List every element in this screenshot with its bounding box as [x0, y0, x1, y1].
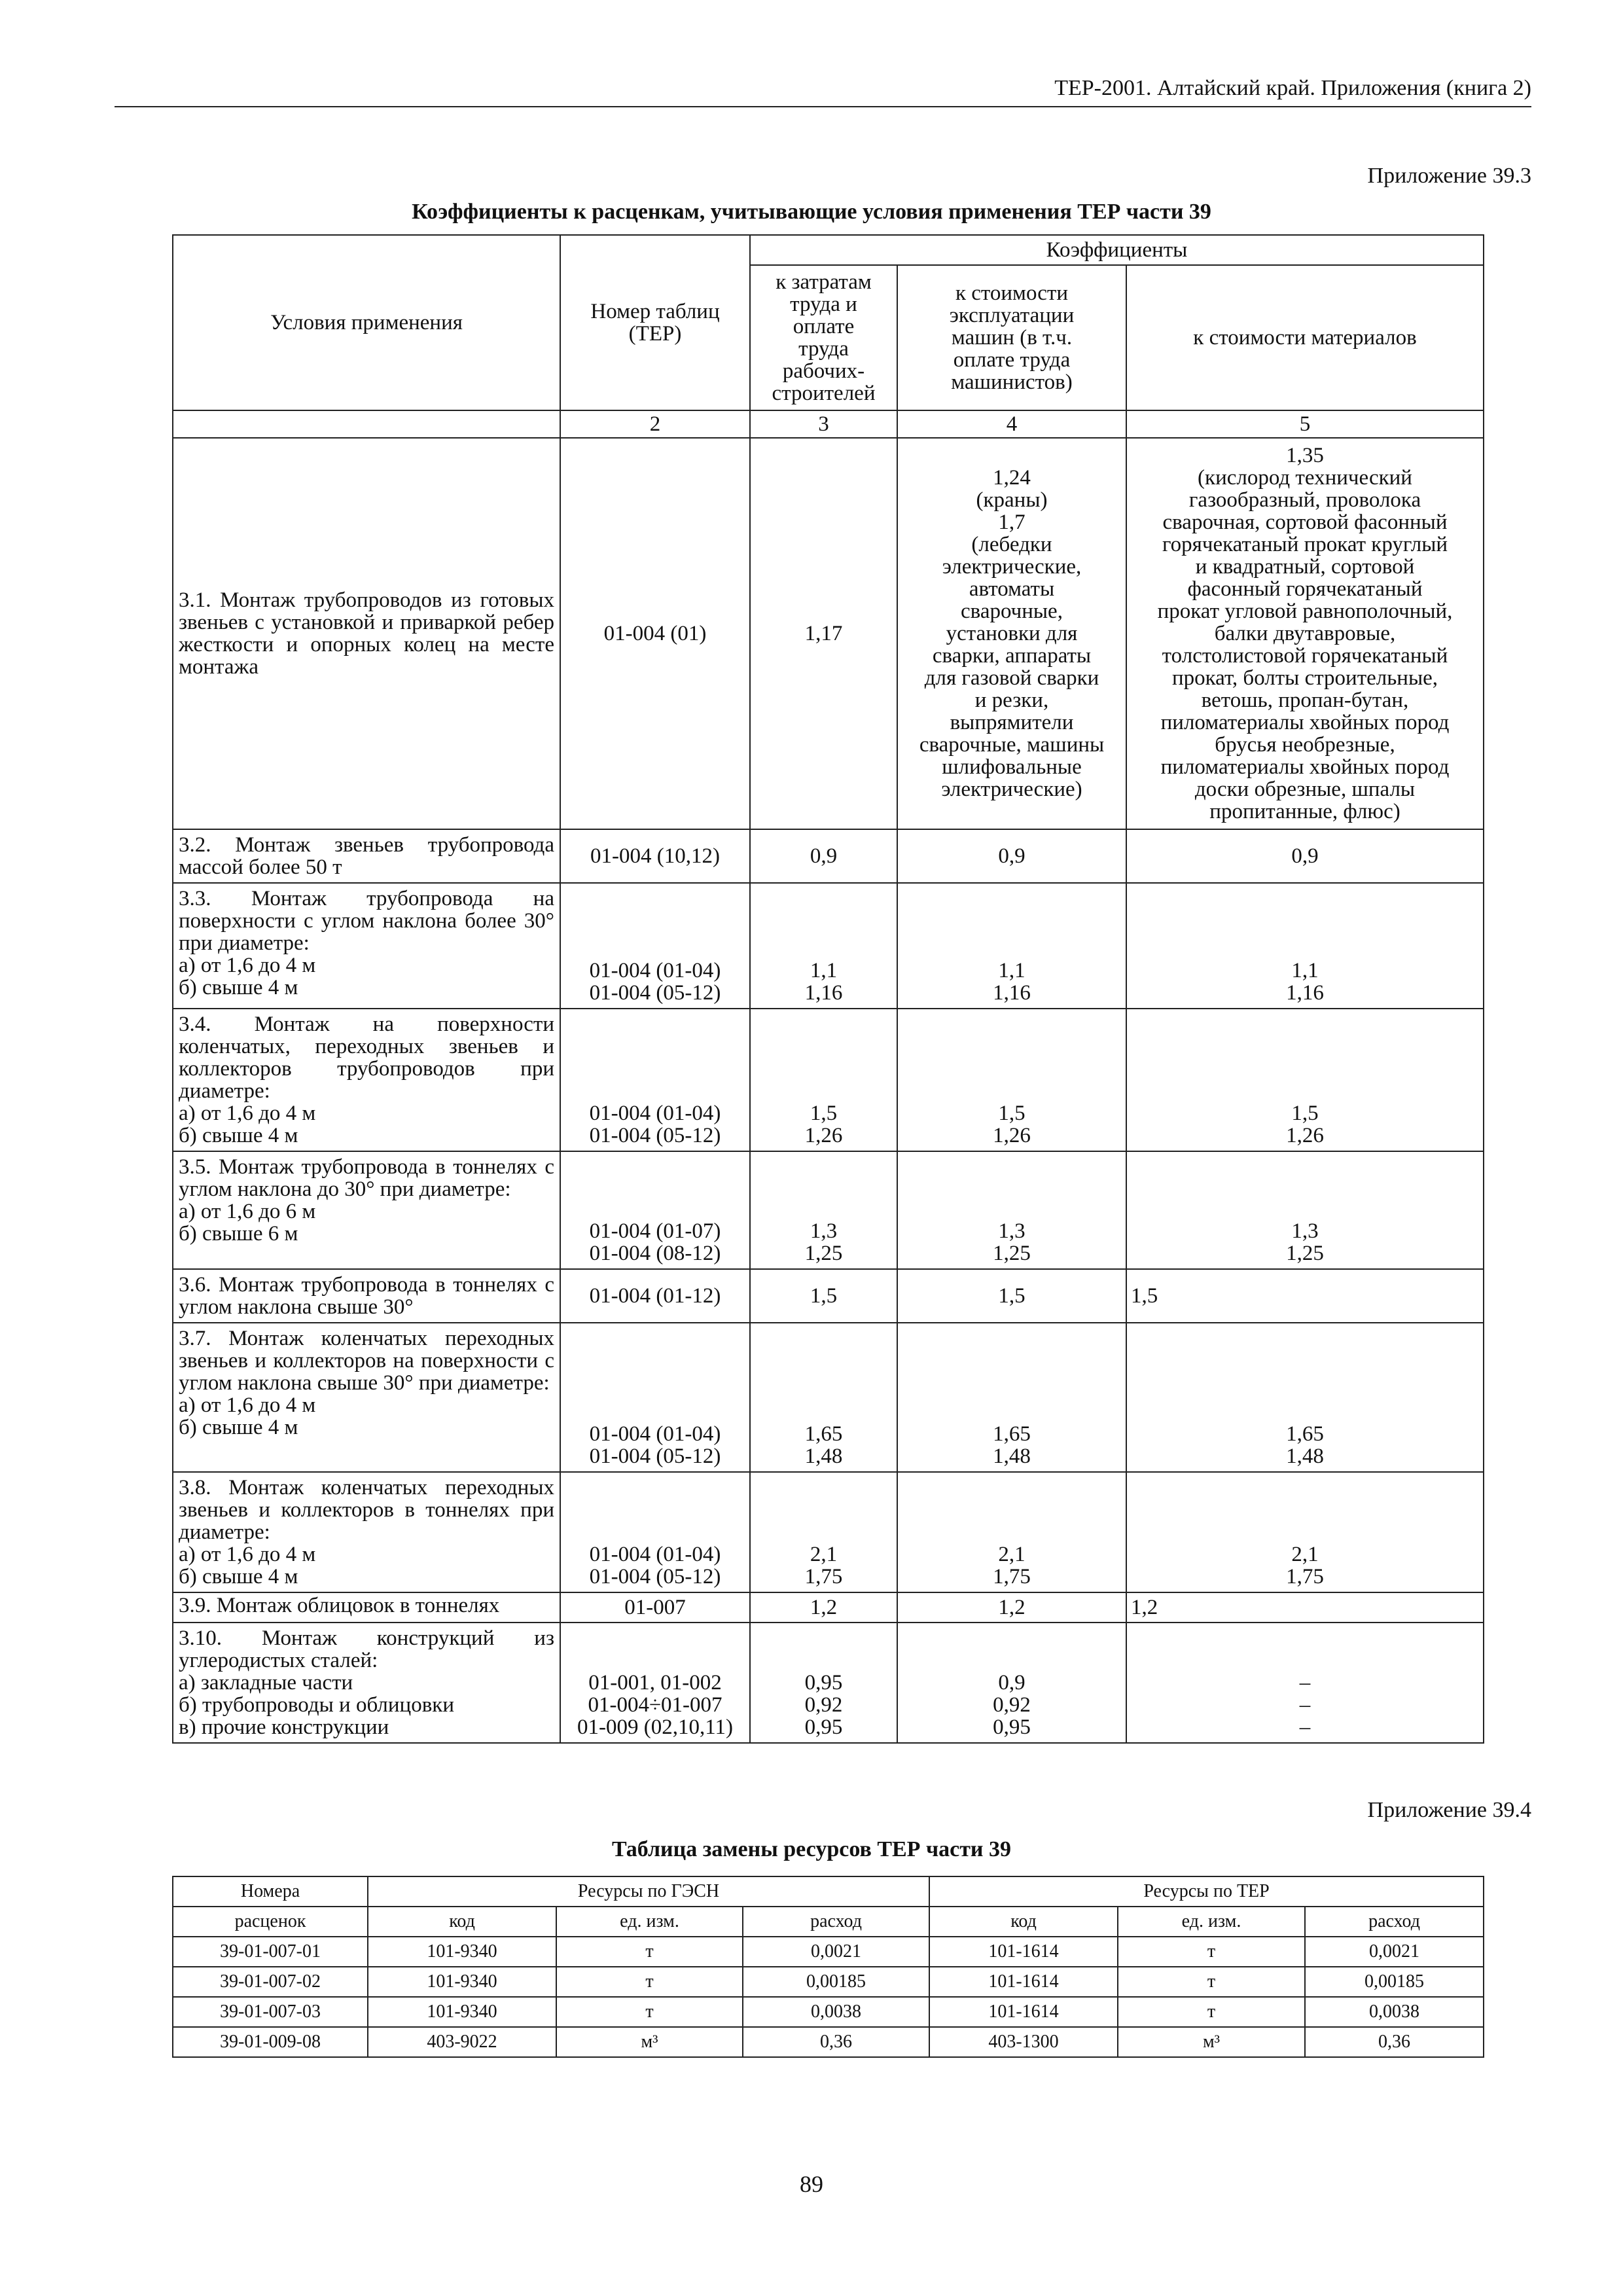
labor-coef-cell: 1,17 [750, 438, 897, 829]
gesn-unit-cell: м³ [556, 2027, 743, 2057]
col-rate-header: расход [743, 1907, 929, 1937]
col-code-header: код [929, 1907, 1118, 1937]
condition-cell: 3.8. Монтаж коленчатых переходных звеньев и коллекторов в тоннелях при диаметре: а) от 1,6 до 4 м б) свыше 4 м [173, 1472, 560, 1592]
condition-cell: 3.7. Монтаж коленчатых переходных звеньев и коллекторов на поверхности с углом наклона свыше 30° при диаметре: а) от 1,6 до 4 м б) свыше 4 м [173, 1323, 560, 1472]
machines-coef-cell: 1,5 1,26 [897, 1009, 1126, 1151]
table-row [173, 438, 1484, 829]
col-machines-header: к стоимости эксплуатации машин (в т.ч. оплате труда машинистов) [897, 265, 1126, 410]
col-num [173, 410, 560, 438]
col-rate-header: расход [1305, 1907, 1484, 1937]
table-row [173, 1269, 1484, 1323]
gesn-code-cell: 403-9022 [368, 2027, 556, 2057]
ter-rate-cell: 0,00185 [1305, 1967, 1484, 1997]
condition-cell: 3.3. Монтаж трубопровода на поверхности с углом наклона более 30° при диаметре: а) от 1,6 до 4 м б) свыше 4 м [173, 883, 560, 1009]
table-no-cell: 01-004 (01) [560, 438, 750, 829]
materials-coef-cell: 2,1 1,75 [1126, 1472, 1484, 1592]
col-unit-header: ед. изм. [1118, 1907, 1305, 1937]
gesn-unit-cell: т [556, 1967, 743, 1997]
condition-cell: 3.4. Монтаж на поверхности коленчатых, переходных звеньев и коллекторов трубопроводов при диаметре: а) от 1,6 до 4 м б) свыше 4 м [173, 1009, 560, 1151]
machines-coef-cell: 2,1 1,75 [897, 1472, 1126, 1592]
table-row [173, 829, 1484, 883]
ter-unit-cell: т [1118, 1997, 1305, 2027]
col-coefficients-header: Коэффициенты [750, 235, 1484, 265]
materials-coef-cell: 0,9 [1126, 829, 1484, 883]
rate-number-cell: 39-01-007-01 [173, 1937, 368, 1967]
appendix-39-4-label: Приложение 39.4 [1367, 1798, 1531, 1822]
resource-replacement-table [172, 1876, 1484, 2058]
ter-unit-cell: м³ [1118, 2027, 1305, 2057]
col-unit-header: ед. изм. [556, 1907, 743, 1937]
materials-coef-cell: 1,2 [1126, 1592, 1484, 1623]
condition-cell: 3.10. Монтаж конструкций из углеродистых сталей: а) закладные части б) трубопроводы и облицовки в) прочие конструкции [173, 1623, 560, 1743]
table-no-cell: 01-004 (01-07) 01-004 (08-12) [560, 1151, 750, 1269]
column-numbers-row [173, 410, 1484, 438]
ter-code-cell: 403-1300 [929, 2027, 1118, 2057]
coefficients-table [172, 234, 1484, 1744]
table-no-cell: 01-004 (01-04) 01-004 (05-12) [560, 1472, 750, 1592]
col-table-no-header: Номер таблиц (ТЕР) [560, 235, 750, 410]
header-text: ТЕР-2001. Алтайский край. Приложения (книга 2) [1054, 76, 1531, 100]
ter-rate-cell: 0,0021 [1305, 1937, 1484, 1967]
gesn-rate-cell: 0,00185 [743, 1967, 929, 1997]
table-no-cell: 01-001, 01-002 01-004÷01-007 01-009 (02,10,11) [560, 1623, 750, 1743]
labor-coef-cell: 0,95 0,92 0,95 [750, 1623, 897, 1743]
table-row [173, 1151, 1484, 1269]
table-row [173, 1592, 1484, 1623]
col-gesn-header: Ресурсы по ГЭСН [368, 1876, 929, 1907]
gesn-rate-cell: 0,36 [743, 2027, 929, 2057]
table-row [173, 1623, 1484, 1743]
ter-code-cell: 101-1614 [929, 1997, 1118, 2027]
labor-coef-cell: 1,2 [750, 1592, 897, 1623]
running-header [115, 73, 1531, 107]
table-row [173, 1472, 1484, 1592]
materials-coef-cell: 1,5 1,26 [1126, 1009, 1484, 1151]
ter-rate-cell: 0,36 [1305, 2027, 1484, 2057]
condition-cell: 3.1. Монтаж трубопроводов из готовых звеньев с установкой и приваркой ребер жесткости и опорных колец на месте монтажа [173, 438, 560, 829]
gesn-rate-cell: 0,0038 [743, 1997, 929, 2027]
materials-coef-cell: 1,3 1,25 [1126, 1151, 1484, 1269]
table-no-cell: 01-007 [560, 1592, 750, 1623]
table-row [173, 2027, 1484, 2057]
machines-coef-cell: 1,65 1,48 [897, 1323, 1126, 1472]
materials-coef-cell: 1,65 1,48 [1126, 1323, 1484, 1472]
labor-coef-cell: 1,5 1,26 [750, 1009, 897, 1151]
table-no-cell: 01-004 (01-04) 01-004 (05-12) [560, 1323, 750, 1472]
ter-unit-cell: т [1118, 1937, 1305, 1967]
machines-coef-cell: 1,2 [897, 1592, 1126, 1623]
materials-coef-cell: – – – [1126, 1623, 1484, 1743]
machines-coef-cell: 1,24 (краны) 1,7 (лебедки электрические, автоматы сварочные, установки для сварки, аппараты для газовой сварки и резки, выпрямители сварочные, машины шлифовальные электрические) [897, 438, 1126, 829]
col-numbers-header: Номера [173, 1876, 368, 1907]
machines-coef-cell: 1,3 1,25 [897, 1151, 1126, 1269]
table-row [173, 883, 1484, 1009]
table-39-3-title: Коэффициенты к расценкам, учитывающие условия применения ТЕР части 39 [412, 200, 1211, 224]
col-num: 2 [560, 410, 750, 438]
table-no-cell: 01-004 (01-04) 01-004 (05-12) [560, 1009, 750, 1151]
machines-coef-cell: 1,5 [897, 1269, 1126, 1323]
labor-coef-cell: 0,9 [750, 829, 897, 883]
col-conditions-header: Условия применения [173, 235, 560, 410]
labor-coef-cell: 1,3 1,25 [750, 1151, 897, 1269]
machines-coef-cell: 0,9 0,92 0,95 [897, 1623, 1126, 1743]
materials-coef-cell: 1,1 1,16 [1126, 883, 1484, 1009]
table-no-cell: 01-004 (10,12) [560, 829, 750, 883]
gesn-unit-cell: т [556, 1997, 743, 2027]
table-row [173, 1009, 1484, 1151]
col-num: 3 [750, 410, 897, 438]
labor-coef-cell: 1,65 1,48 [750, 1323, 897, 1472]
ter-code-cell: 101-1614 [929, 1937, 1118, 1967]
gesn-unit-cell: т [556, 1937, 743, 1967]
condition-cell: 3.2. Монтаж звеньев трубопровода массой более 50 т [173, 829, 560, 883]
ter-rate-cell: 0,0038 [1305, 1997, 1484, 2027]
table-no-cell: 01-004 (01-04) 01-004 (05-12) [560, 883, 750, 1009]
condition-cell: 3.5. Монтаж трубопровода в тоннелях с углом наклона до 30° при диаметре: а) от 1,6 до 6 м б) свыше 6 м [173, 1151, 560, 1269]
gesn-code-cell: 101-9340 [368, 1937, 556, 1967]
ter-code-cell: 101-1614 [929, 1967, 1118, 1997]
machines-coef-cell: 1,1 1,16 [897, 883, 1126, 1009]
col-materials-header: к стоимости материалов [1126, 265, 1484, 410]
rate-number-cell: 39-01-009-08 [173, 2027, 368, 2057]
table-row [173, 1937, 1484, 1967]
col-ter-header: Ресурсы по ТЕР [929, 1876, 1484, 1907]
rate-number-cell: 39-01-007-03 [173, 1997, 368, 2027]
table-row [173, 1997, 1484, 2027]
condition-cell: 3.6. Монтаж трубопровода в тоннелях с углом наклона свыше 30° [173, 1269, 560, 1323]
labor-coef-cell: 1,5 [750, 1269, 897, 1323]
materials-coef-cell: 1,35 (кислород технический газообразный, проволока сварочная, сортовой фасонный горячекатаный прокат круглый и квадратный, сортовой фасонный горячекатаный прокат угловой равнополочный, балки двутавровые, толстолистовой горячекатаный прокат, болты строительные, ветошь, пропан-бутан, пиломатериалы хвойных пород брусья необрезные, пиломатериалы хвойных пород доски обрезные, шпалы пропитанные, флюс) [1126, 438, 1484, 829]
ter-unit-cell: т [1118, 1967, 1305, 1997]
col-num: 5 [1126, 410, 1484, 438]
col-num: 4 [897, 410, 1126, 438]
gesn-code-cell: 101-9340 [368, 1997, 556, 2027]
gesn-code-cell: 101-9340 [368, 1967, 556, 1997]
condition-cell: 3.9. Монтаж облицовок в тоннелях [173, 1592, 560, 1623]
materials-coef-cell: 1,5 [1126, 1269, 1484, 1323]
table-39-4-title: Таблица замены ресурсов ТЕР части 39 [611, 1837, 1012, 1861]
rate-number-cell: 39-01-007-02 [173, 1967, 368, 1997]
col-rates-header: расценок [173, 1907, 368, 1937]
gesn-rate-cell: 0,0021 [743, 1937, 929, 1967]
appendix-39-3-label: Приложение 39.3 [1367, 164, 1531, 188]
page-number: 89 [800, 2171, 823, 2197]
table-row [173, 1967, 1484, 1997]
col-labor-header: к затратам труда и оплате труда рабочих- строителей [750, 265, 897, 410]
table-no-cell: 01-004 (01-12) [560, 1269, 750, 1323]
table-row [173, 1323, 1484, 1472]
labor-coef-cell: 1,1 1,16 [750, 883, 897, 1009]
labor-coef-cell: 2,1 1,75 [750, 1472, 897, 1592]
machines-coef-cell: 0,9 [897, 829, 1126, 883]
col-code-header: код [368, 1907, 556, 1937]
